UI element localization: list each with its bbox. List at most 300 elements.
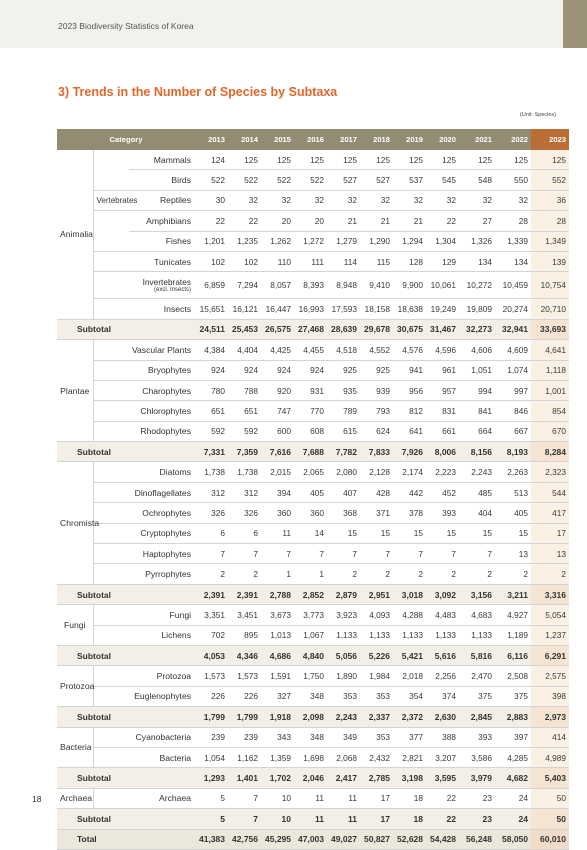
value-cell: 7 <box>426 544 459 564</box>
value-cell: 7 <box>195 544 228 564</box>
value-cell: 326 <box>228 503 261 523</box>
value-cell: 4,093 <box>360 605 393 625</box>
value-cell: 2 <box>531 564 569 584</box>
value-cell: 1,339 <box>495 231 531 251</box>
group-label: Protozoa <box>57 666 93 707</box>
value-cell: 1,294 <box>393 231 426 251</box>
value-cell: 4,927 <box>495 605 531 625</box>
value-cell: 239 <box>195 727 228 747</box>
value-cell: 47,003 <box>294 829 327 849</box>
value-cell: 32,941 <box>495 319 531 339</box>
value-cell: 19,809 <box>459 299 495 319</box>
value-cell: 2,417 <box>327 768 360 788</box>
value-cell: 15,651 <box>195 299 228 319</box>
table-row <box>57 251 569 271</box>
value-cell: 1 <box>261 564 294 584</box>
subtotal-label: Subtotal <box>57 319 195 339</box>
value-cell: 377 <box>393 727 426 747</box>
value-cell: 394 <box>261 482 294 502</box>
value-cell: 30 <box>195 190 228 210</box>
value-cell: 11 <box>327 809 360 829</box>
value-cell: 15 <box>360 523 393 543</box>
value-cell: 226 <box>228 686 261 706</box>
value-cell: 1,067 <box>294 625 327 645</box>
value-cell: 326 <box>195 503 228 523</box>
value-cell: 50 <box>531 809 569 829</box>
value-cell: 7,294 <box>228 272 261 299</box>
value-cell: 548 <box>459 170 495 190</box>
value-cell: 925 <box>360 360 393 380</box>
value-cell: 11 <box>294 809 327 829</box>
value-cell: 545 <box>426 170 459 190</box>
table-row <box>57 360 569 380</box>
value-cell: 14 <box>294 523 327 543</box>
value-cell: 5 <box>195 788 228 808</box>
table-row <box>57 190 569 210</box>
value-cell: 651 <box>228 401 261 421</box>
value-cell: 664 <box>459 421 495 441</box>
value-cell: 22 <box>228 211 261 231</box>
value-cell: 1,401 <box>228 768 261 788</box>
value-cell: 50,827 <box>360 829 393 849</box>
year-header: 2021 <box>459 129 495 150</box>
value-cell: 3,451 <box>228 605 261 625</box>
value-cell: 7 <box>327 544 360 564</box>
value-cell: 125 <box>327 150 360 170</box>
table-row <box>57 211 569 231</box>
value-cell: 1,591 <box>261 666 294 686</box>
value-cell: 1,984 <box>360 666 393 686</box>
value-cell: 2,391 <box>195 584 228 604</box>
value-cell: 5,056 <box>327 645 360 665</box>
value-cell: 10,272 <box>459 272 495 299</box>
group-label: Animalia <box>57 150 93 319</box>
table-header-row <box>57 129 569 150</box>
table-row <box>57 605 569 625</box>
value-cell: 442 <box>393 482 426 502</box>
table-row <box>57 666 569 686</box>
value-cell: 841 <box>459 401 495 421</box>
value-cell: 353 <box>360 727 393 747</box>
value-cell: 4,455 <box>294 340 327 360</box>
value-cell: 125 <box>360 150 393 170</box>
value-cell: 4,682 <box>495 768 531 788</box>
value-cell: 10,754 <box>531 272 569 299</box>
value-cell: 600 <box>261 421 294 441</box>
value-cell: 353 <box>360 686 393 706</box>
value-cell: 110 <box>261 251 294 271</box>
value-cell: 102 <box>228 251 261 271</box>
value-cell: 925 <box>327 360 360 380</box>
value-cell: 374 <box>426 686 459 706</box>
table-row <box>57 564 569 584</box>
table-row <box>57 421 569 441</box>
value-cell: 1,133 <box>360 625 393 645</box>
row-label: Dinoflagellates <box>93 482 195 502</box>
value-cell: 1,359 <box>261 747 294 767</box>
value-cell: 134 <box>495 251 531 271</box>
value-cell: 793 <box>360 401 393 421</box>
value-cell: 8,006 <box>426 442 459 462</box>
value-cell: 56,248 <box>459 829 495 849</box>
value-cell: 348 <box>294 686 327 706</box>
value-cell: 3,316 <box>531 584 569 604</box>
value-cell: 1,054 <box>195 747 228 767</box>
value-cell: 994 <box>459 380 495 400</box>
row-label: Amphibians <box>129 211 195 231</box>
table-row <box>57 299 569 319</box>
value-cell: 1,702 <box>261 768 294 788</box>
value-cell: 1,738 <box>228 462 261 482</box>
value-cell: 1,133 <box>393 625 426 645</box>
value-cell: 7 <box>228 809 261 829</box>
value-cell: 16,121 <box>228 299 261 319</box>
value-cell: 2,015 <box>261 462 294 482</box>
value-cell: 7 <box>360 544 393 564</box>
value-cell: 312 <box>228 482 261 502</box>
value-cell: 20,710 <box>531 299 569 319</box>
group-label: Fungi <box>57 605 93 646</box>
spacer-cell <box>93 150 129 190</box>
value-cell: 32 <box>426 190 459 210</box>
value-cell: 368 <box>327 503 360 523</box>
value-cell: 522 <box>261 170 294 190</box>
row-label: Cyanobacteria <box>93 727 195 747</box>
value-cell: 651 <box>195 401 228 421</box>
value-cell: 125 <box>426 150 459 170</box>
value-cell: 36 <box>531 190 569 210</box>
value-cell: 935 <box>327 380 360 400</box>
value-cell: 54,428 <box>426 829 459 849</box>
value-cell: 32 <box>495 190 531 210</box>
value-cell: 2,785 <box>360 768 393 788</box>
value-cell: 15 <box>393 523 426 543</box>
value-cell: 58,050 <box>495 829 531 849</box>
value-cell: 527 <box>327 170 360 190</box>
value-cell: 343 <box>261 727 294 747</box>
value-cell: 997 <box>495 380 531 400</box>
value-cell: 52,628 <box>393 829 426 849</box>
year-header: 2019 <box>393 129 426 150</box>
value-cell: 2 <box>327 564 360 584</box>
subtotal-label: Subtotal <box>57 768 195 788</box>
value-cell: 10 <box>261 809 294 829</box>
value-cell: 27 <box>459 211 495 231</box>
value-cell: 405 <box>294 482 327 502</box>
value-cell: 956 <box>393 380 426 400</box>
value-cell: 10 <box>261 788 294 808</box>
value-cell: 4,686 <box>261 645 294 665</box>
value-cell: 812 <box>393 401 426 421</box>
value-cell: 2 <box>495 564 531 584</box>
row-label: Reptiles <box>129 190 195 210</box>
value-cell: 3,198 <box>393 768 426 788</box>
value-cell: 1,293 <box>195 768 228 788</box>
value-cell: 21 <box>360 211 393 231</box>
value-cell: 452 <box>426 482 459 502</box>
header-accent-bar <box>563 0 587 48</box>
value-cell: 1,698 <box>294 747 327 767</box>
value-cell: 8,393 <box>294 272 327 299</box>
table-row <box>57 170 569 190</box>
value-cell: 1,272 <box>294 231 327 251</box>
value-cell: 941 <box>393 360 426 380</box>
value-cell: 45,295 <box>261 829 294 849</box>
value-cell: 3,586 <box>459 747 495 767</box>
value-cell: 125 <box>393 150 426 170</box>
value-cell: 527 <box>360 170 393 190</box>
value-cell: 393 <box>459 727 495 747</box>
value-cell: 537 <box>393 170 426 190</box>
value-cell: 15 <box>327 523 360 543</box>
value-cell: 327 <box>261 686 294 706</box>
value-cell: 831 <box>426 401 459 421</box>
value-cell: 18,158 <box>360 299 393 319</box>
value-cell: 13 <box>495 544 531 564</box>
value-cell: 789 <box>327 401 360 421</box>
value-cell: 375 <box>495 686 531 706</box>
value-cell: 1,262 <box>261 231 294 251</box>
value-cell: 102 <box>195 251 228 271</box>
value-cell: 2,174 <box>393 462 426 482</box>
value-cell: 360 <box>294 503 327 523</box>
value-cell: 1,349 <box>531 231 569 251</box>
value-cell: 7 <box>393 544 426 564</box>
row-label: Protozoa <box>93 666 195 686</box>
value-cell: 139 <box>531 251 569 271</box>
total-row <box>57 829 569 849</box>
value-cell: 2 <box>228 564 261 584</box>
value-cell: 4,285 <box>495 747 531 767</box>
value-cell: 239 <box>228 727 261 747</box>
value-cell: 8,948 <box>327 272 360 299</box>
value-cell: 552 <box>531 170 569 190</box>
value-cell: 4,840 <box>294 645 327 665</box>
page-number: 18 <box>32 794 42 804</box>
value-cell: 2,821 <box>393 747 426 767</box>
value-cell: 1 <box>294 564 327 584</box>
row-label <box>93 272 195 299</box>
page-header <box>0 0 587 48</box>
value-cell: 961 <box>426 360 459 380</box>
year-header: 2020 <box>426 129 459 150</box>
value-cell: 26,575 <box>261 319 294 339</box>
value-cell: 414 <box>531 727 569 747</box>
value-cell: 354 <box>393 686 426 706</box>
value-cell: 608 <box>294 421 327 441</box>
value-cell: 3,351 <box>195 605 228 625</box>
value-cell: 485 <box>459 482 495 502</box>
value-cell: 32 <box>459 190 495 210</box>
value-cell: 2,128 <box>360 462 393 482</box>
value-cell: 4,346 <box>228 645 261 665</box>
value-cell: 397 <box>495 727 531 747</box>
value-cell: 7,616 <box>261 442 294 462</box>
subtotal-row <box>57 442 569 462</box>
value-cell: 21 <box>393 211 426 231</box>
value-cell: 1,918 <box>261 707 294 727</box>
value-cell: 50 <box>531 788 569 808</box>
value-cell: 3,092 <box>426 584 459 604</box>
year-header: 2013 <box>195 129 228 150</box>
value-cell: 22 <box>195 211 228 231</box>
subtotal-row <box>57 768 569 788</box>
value-cell: 939 <box>360 380 393 400</box>
value-cell: 3,595 <box>426 768 459 788</box>
value-cell: 1,118 <box>531 360 569 380</box>
value-cell: 125 <box>459 150 495 170</box>
value-cell: 788 <box>228 380 261 400</box>
table-row <box>57 401 569 421</box>
value-cell: 28,639 <box>327 319 360 339</box>
value-cell: 2,323 <box>531 462 569 482</box>
value-cell: 2,575 <box>531 666 569 686</box>
value-cell: 4,053 <box>195 645 228 665</box>
value-cell: 24 <box>495 809 531 829</box>
value-cell: 11 <box>261 523 294 543</box>
value-cell: 2,098 <box>294 707 327 727</box>
value-cell: 32 <box>327 190 360 210</box>
value-cell: 22 <box>426 788 459 808</box>
value-cell: 5 <box>195 809 228 829</box>
value-cell: 2 <box>459 564 495 584</box>
value-cell: 226 <box>195 686 228 706</box>
value-cell: 2,951 <box>360 584 393 604</box>
value-cell: 125 <box>228 150 261 170</box>
row-label-main: Invertebrates <box>142 277 192 288</box>
table-row <box>57 231 569 251</box>
value-cell: 3,211 <box>495 584 531 604</box>
value-cell: 2,879 <box>327 584 360 604</box>
section-title: 3) Trends in the Number of Species by Subtaxa <box>58 85 338 99</box>
value-cell: 417 <box>531 503 569 523</box>
value-cell: 931 <box>294 380 327 400</box>
value-cell: 2 <box>195 564 228 584</box>
subtotal-label: Subtotal <box>57 707 195 727</box>
value-cell: 404 <box>459 503 495 523</box>
value-cell: 371 <box>360 503 393 523</box>
value-cell: 2,391 <box>228 584 261 604</box>
value-cell: 4,552 <box>360 340 393 360</box>
category-header: Category <box>57 129 195 150</box>
value-cell: 3,979 <box>459 768 495 788</box>
value-cell: 3,156 <box>459 584 495 604</box>
value-cell: 28 <box>531 211 569 231</box>
value-cell: 7,833 <box>360 442 393 462</box>
value-cell: 1,201 <box>195 231 228 251</box>
value-cell: 1,074 <box>495 360 531 380</box>
value-cell: 24 <box>495 788 531 808</box>
value-cell: 24,511 <box>195 319 228 339</box>
value-cell: 17 <box>531 523 569 543</box>
value-cell: 5,816 <box>459 645 495 665</box>
value-cell: 4,989 <box>531 747 569 767</box>
value-cell: 2,263 <box>495 462 531 482</box>
value-cell: 18,638 <box>393 299 426 319</box>
value-cell: 125 <box>531 150 569 170</box>
value-cell: 5,616 <box>426 645 459 665</box>
value-cell: 19,249 <box>426 299 459 319</box>
value-cell: 924 <box>261 360 294 380</box>
value-cell: 2,046 <box>294 768 327 788</box>
value-cell: 32 <box>360 190 393 210</box>
value-cell: 924 <box>195 360 228 380</box>
value-cell: 7,782 <box>327 442 360 462</box>
species-table <box>57 129 569 850</box>
row-label: Rhodophytes <box>93 421 195 441</box>
value-cell: 4,641 <box>531 340 569 360</box>
value-cell: 8,057 <box>261 272 294 299</box>
table-row <box>57 503 569 523</box>
subtotal-row <box>57 319 569 339</box>
value-cell: 32 <box>294 190 327 210</box>
value-cell: 17 <box>360 809 393 829</box>
value-cell: 3,773 <box>294 605 327 625</box>
value-cell: 513 <box>495 482 531 502</box>
row-label: Tunicates <box>93 251 195 271</box>
value-cell: 125 <box>261 150 294 170</box>
value-cell: 4,483 <box>426 605 459 625</box>
value-cell: 1,133 <box>426 625 459 645</box>
subtotal-label: Subtotal <box>57 442 195 462</box>
value-cell: 641 <box>393 421 426 441</box>
value-cell: 49,027 <box>327 829 360 849</box>
table-row <box>57 727 569 747</box>
row-label: Ochrophytes <box>93 503 195 523</box>
value-cell: 854 <box>531 401 569 421</box>
value-cell: 16,447 <box>261 299 294 319</box>
value-cell: 1,290 <box>360 231 393 251</box>
value-cell: 7 <box>261 544 294 564</box>
value-cell: 25,453 <box>228 319 261 339</box>
value-cell: 1,013 <box>261 625 294 645</box>
value-cell: 22 <box>426 809 459 829</box>
year-header: 2014 <box>228 129 261 150</box>
year-header: 2022 <box>495 129 531 150</box>
group-label: Plantae <box>57 340 93 442</box>
value-cell: 2,630 <box>426 707 459 727</box>
row-label-note: (excl. Insects) <box>154 287 192 294</box>
value-cell: 10,061 <box>426 272 459 299</box>
value-cell: 42,756 <box>228 829 261 849</box>
value-cell: 2 <box>426 564 459 584</box>
value-cell: 41,383 <box>195 829 228 849</box>
value-cell: 124 <box>195 150 228 170</box>
row-label: Pyrrophytes <box>93 564 195 584</box>
value-cell: 6 <box>228 523 261 543</box>
value-cell: 1,799 <box>228 707 261 727</box>
value-cell: 115 <box>360 251 393 271</box>
value-cell: 349 <box>327 727 360 747</box>
value-cell: 114 <box>327 251 360 271</box>
value-cell: 4,609 <box>495 340 531 360</box>
value-cell: 1,799 <box>195 707 228 727</box>
value-cell: 1,573 <box>228 666 261 686</box>
value-cell: 592 <box>195 421 228 441</box>
row-label: Haptophytes <box>93 544 195 564</box>
value-cell: 544 <box>531 482 569 502</box>
value-cell: 3,673 <box>261 605 294 625</box>
value-cell: 2,508 <box>495 666 531 686</box>
value-cell: 1,890 <box>327 666 360 686</box>
value-cell: 1,237 <box>531 625 569 645</box>
value-cell: 13 <box>531 544 569 564</box>
value-cell: 5,421 <box>393 645 426 665</box>
table-row <box>57 150 569 170</box>
value-cell: 398 <box>531 686 569 706</box>
value-cell: 747 <box>261 401 294 421</box>
value-cell: 125 <box>294 150 327 170</box>
